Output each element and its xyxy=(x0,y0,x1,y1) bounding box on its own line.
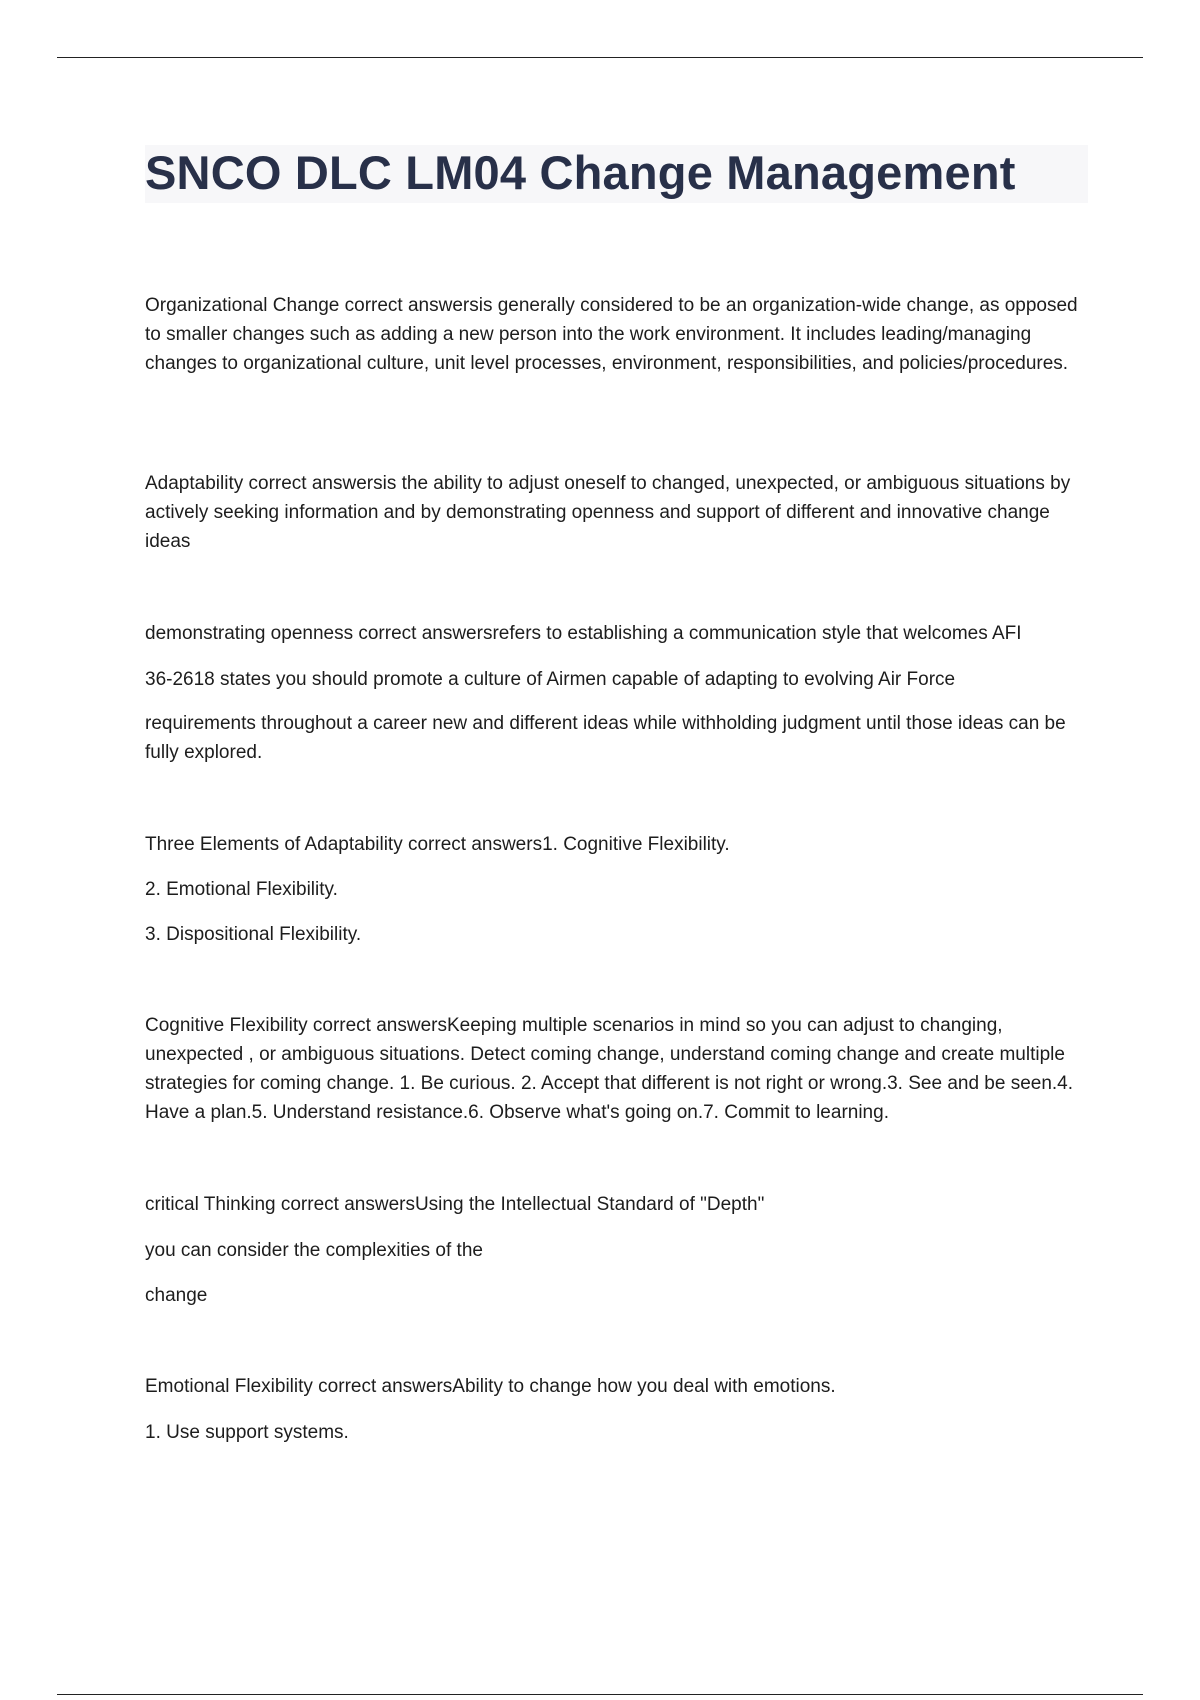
entry-emotional-flexibility-line-1: Emotional Flexibility correct answersAbility to change how you deal with emotions. xyxy=(145,1376,836,1397)
entry-three-elements-line-2: 2. Emotional Flexibility. xyxy=(145,879,338,900)
entry-demonstrating-openness-line-1: demonstrating openness correct answersrefers to establishing a communication style that welcomes AFI xyxy=(145,623,1022,644)
entry-critical-thinking-line-2: you can consider the complexities of the xyxy=(145,1240,483,1261)
entry-critical-thinking-line-3: change xyxy=(145,1285,208,1306)
entry-emotional-flexibility-line-2: 1. Use support systems. xyxy=(145,1422,349,1443)
bottom-rule xyxy=(57,1694,1143,1695)
entry-demonstrating-openness-line-3: requirements throughout a career new and different ideas while withholding judgment until those ideas can be fully explored. xyxy=(145,713,1066,763)
entry-three-elements-line-3: 3. Dispositional Flexibility. xyxy=(145,924,362,945)
entry-demonstrating-openness-line-2: 36-2618 states you should promote a culture of Airmen capable of adapting to evolving Air Force xyxy=(145,669,956,690)
entry-organizational-change: Organizational Change correct answersis generally considered to be an organization-wide change, as opposed to smaller changes such as adding a new person into the work environment. It includes leading/managing changes to organizational culture, unit level processes, environment, responsibilities, and policies/procedures. xyxy=(145,295,1078,374)
entry-adaptability: Adaptability correct answersis the ability to adjust oneself to changed, unexpected, or ambiguous situations by actively seeking information and by demonstrating openness and support of different and innovative change ideas xyxy=(145,473,1071,552)
entry-cognitive-flexibility: Cognitive Flexibility correct answersKeeping multiple scenarios in mind so you can adjust to changing, unexpected , or ambiguous situations. Detect coming change, understand coming change and create multiple strategies for coming change. 1. Be curious. 2. Accept that different is not right or wrong.3. See and be seen.4. Have a plan.5. Understand resistance.6. Observe what's going on.7. Commit to learning. xyxy=(145,1015,1074,1123)
entry-three-elements-line-1: Three Elements of Adaptability correct answers1. Cognitive Flexibility. xyxy=(145,834,730,855)
top-rule xyxy=(57,57,1143,58)
entry-critical-thinking-line-1: critical Thinking correct answersUsing the Intellectual Standard of "Depth" xyxy=(145,1194,765,1215)
page-title: SNCO DLC LM04 Change Management xyxy=(145,146,1016,199)
